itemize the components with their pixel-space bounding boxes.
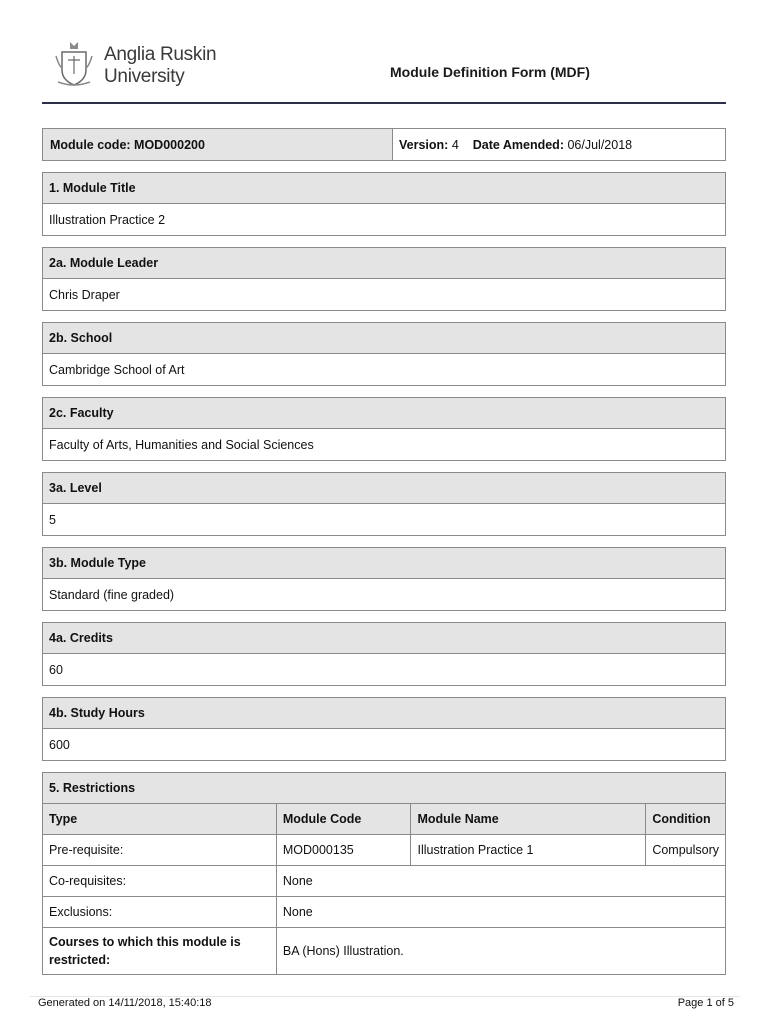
column-header-module-code: Module Code [276, 804, 411, 835]
header-divider [42, 102, 726, 104]
restrictions-table [43, 803, 725, 974]
restriction-type: Co-requisites: [43, 866, 276, 897]
date-amended-label: Date Amended: [472, 137, 564, 152]
version-label: Version: [399, 137, 449, 152]
section-school [42, 322, 726, 386]
table-row [43, 866, 725, 897]
table-header-row [43, 804, 725, 835]
table-row [43, 928, 725, 975]
section-value: 5 [49, 512, 56, 527]
section-heading: 2a. Module Leader [43, 248, 725, 279]
restriction-value: None [276, 866, 725, 897]
university-crest-icon [54, 38, 94, 88]
section-study-hours [42, 697, 726, 761]
section-heading: 1. Module Title [43, 173, 725, 204]
section-value: Chris Draper [49, 287, 120, 302]
module-info-box [42, 128, 726, 161]
date-amended-value: 06/Jul/2018 [567, 137, 633, 152]
restriction-type: Pre-requisite: [43, 835, 276, 866]
module-code-value: MOD000200 [134, 137, 205, 152]
restriction-module-code: MOD000135 [276, 835, 411, 866]
section-faculty [42, 397, 726, 461]
form-title: Module Definition Form (MDF) [390, 64, 590, 80]
page-number: Page 1 of 5 [677, 997, 734, 1009]
section-value: 600 [49, 737, 70, 752]
section-value: Cambridge School of Art [49, 362, 185, 377]
section-heading: 3a. Level [43, 473, 725, 504]
section-module-type [42, 547, 726, 611]
section-value: Standard (fine graded) [49, 587, 175, 602]
generated-timestamp: Generated on 14/11/2018, 15:40:18 [38, 997, 212, 1009]
restriction-value: None [276, 897, 725, 928]
restriction-value: BA (Hons) Illustration. [276, 928, 725, 975]
document-header [42, 36, 726, 104]
table-row [43, 835, 725, 866]
section-value: 60 [49, 662, 63, 677]
version-value: 4 [451, 137, 459, 152]
version-date-cell [393, 129, 725, 160]
restriction-module-name: Illustration Practice 1 [411, 835, 646, 866]
column-header-type: Type [43, 804, 276, 835]
university-logo [54, 38, 254, 88]
section-restrictions [42, 772, 726, 975]
section-module-title [42, 172, 726, 236]
section-heading: 4a. Credits [43, 623, 725, 654]
column-header-condition: Condition [646, 804, 725, 835]
logo-name-line2: University [104, 66, 185, 87]
module-code-cell [43, 129, 393, 160]
section-heading: 4b. Study Hours [43, 698, 725, 729]
section-credits [42, 622, 726, 686]
section-value: Faculty of Arts, Humanities and Social Sciences [49, 437, 314, 452]
section-heading: 2b. School [43, 323, 725, 354]
restriction-type: Courses to which this module is restricted: [43, 928, 276, 975]
restriction-condition: Compulsory [646, 835, 725, 866]
section-level [42, 472, 726, 536]
section-heading: 2c. Faculty [43, 398, 725, 429]
section-value: Illustration Practice 2 [49, 212, 166, 227]
table-row [43, 897, 725, 928]
section-heading: 5. Restrictions [43, 773, 725, 803]
column-header-module-name: Module Name [411, 804, 646, 835]
logo-name-line1: Anglia Ruskin [104, 44, 217, 65]
section-heading: 3b. Module Type [43, 548, 725, 579]
module-code-label: Module code: [50, 137, 131, 152]
restriction-type: Exclusions: [43, 897, 276, 928]
section-module-leader [42, 247, 726, 311]
